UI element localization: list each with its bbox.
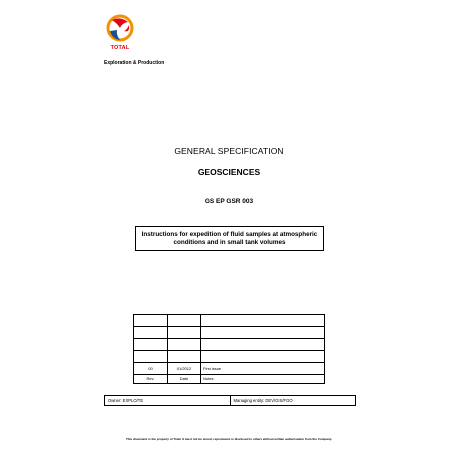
table-row xyxy=(134,363,325,375)
total-logo xyxy=(102,13,138,59)
brand-name: TOTAL xyxy=(110,45,130,51)
table-row xyxy=(134,339,325,351)
date-cell xyxy=(168,315,201,327)
document-title: Instructions for expedition of fluid samples at atmospheric conditions and in small tank volumes xyxy=(141,230,318,246)
confidentiality-notice: This document is the property of Total. It must not be stored, reproduced or disclosed to others without written authorisation from the Company. xyxy=(125,437,333,441)
notes-cell xyxy=(201,339,325,351)
table-header-row xyxy=(134,375,325,384)
date-cell xyxy=(168,339,201,351)
date-cell: 01/2012 xyxy=(168,363,201,375)
notes-cell xyxy=(201,327,325,339)
total-logo-icon xyxy=(102,13,138,45)
domain-title: GEOSCIENCES xyxy=(197,167,261,177)
rev-cell xyxy=(134,339,168,351)
document-title-box xyxy=(135,226,324,251)
table-row xyxy=(134,351,325,363)
revision-table xyxy=(133,314,325,384)
table-row xyxy=(134,327,325,339)
rev-cell xyxy=(134,351,168,363)
organization-name: Exploration & Production xyxy=(104,60,165,66)
notes-cell: First issue xyxy=(201,363,325,375)
notes-cell xyxy=(201,315,325,327)
date-cell xyxy=(168,327,201,339)
table-row xyxy=(134,315,325,327)
ownership-box xyxy=(104,395,356,406)
date-header: Date xyxy=(168,375,201,384)
rev-header: Rev. xyxy=(134,375,168,384)
managing-entity-label: Managing entity: DEV/GIS/FGO xyxy=(230,396,356,405)
notes-header: Notes xyxy=(201,375,325,384)
spec-type: GENERAL SPECIFICATION xyxy=(174,146,284,156)
notes-cell xyxy=(201,351,325,363)
date-cell xyxy=(168,351,201,363)
owner-label: Owner: EXPLO/TE xyxy=(108,398,144,403)
rev-cell: 00 xyxy=(134,363,168,375)
rev-cell xyxy=(134,327,168,339)
document-code: GS EP GSR 003 xyxy=(204,198,254,205)
rev-cell xyxy=(134,315,168,327)
